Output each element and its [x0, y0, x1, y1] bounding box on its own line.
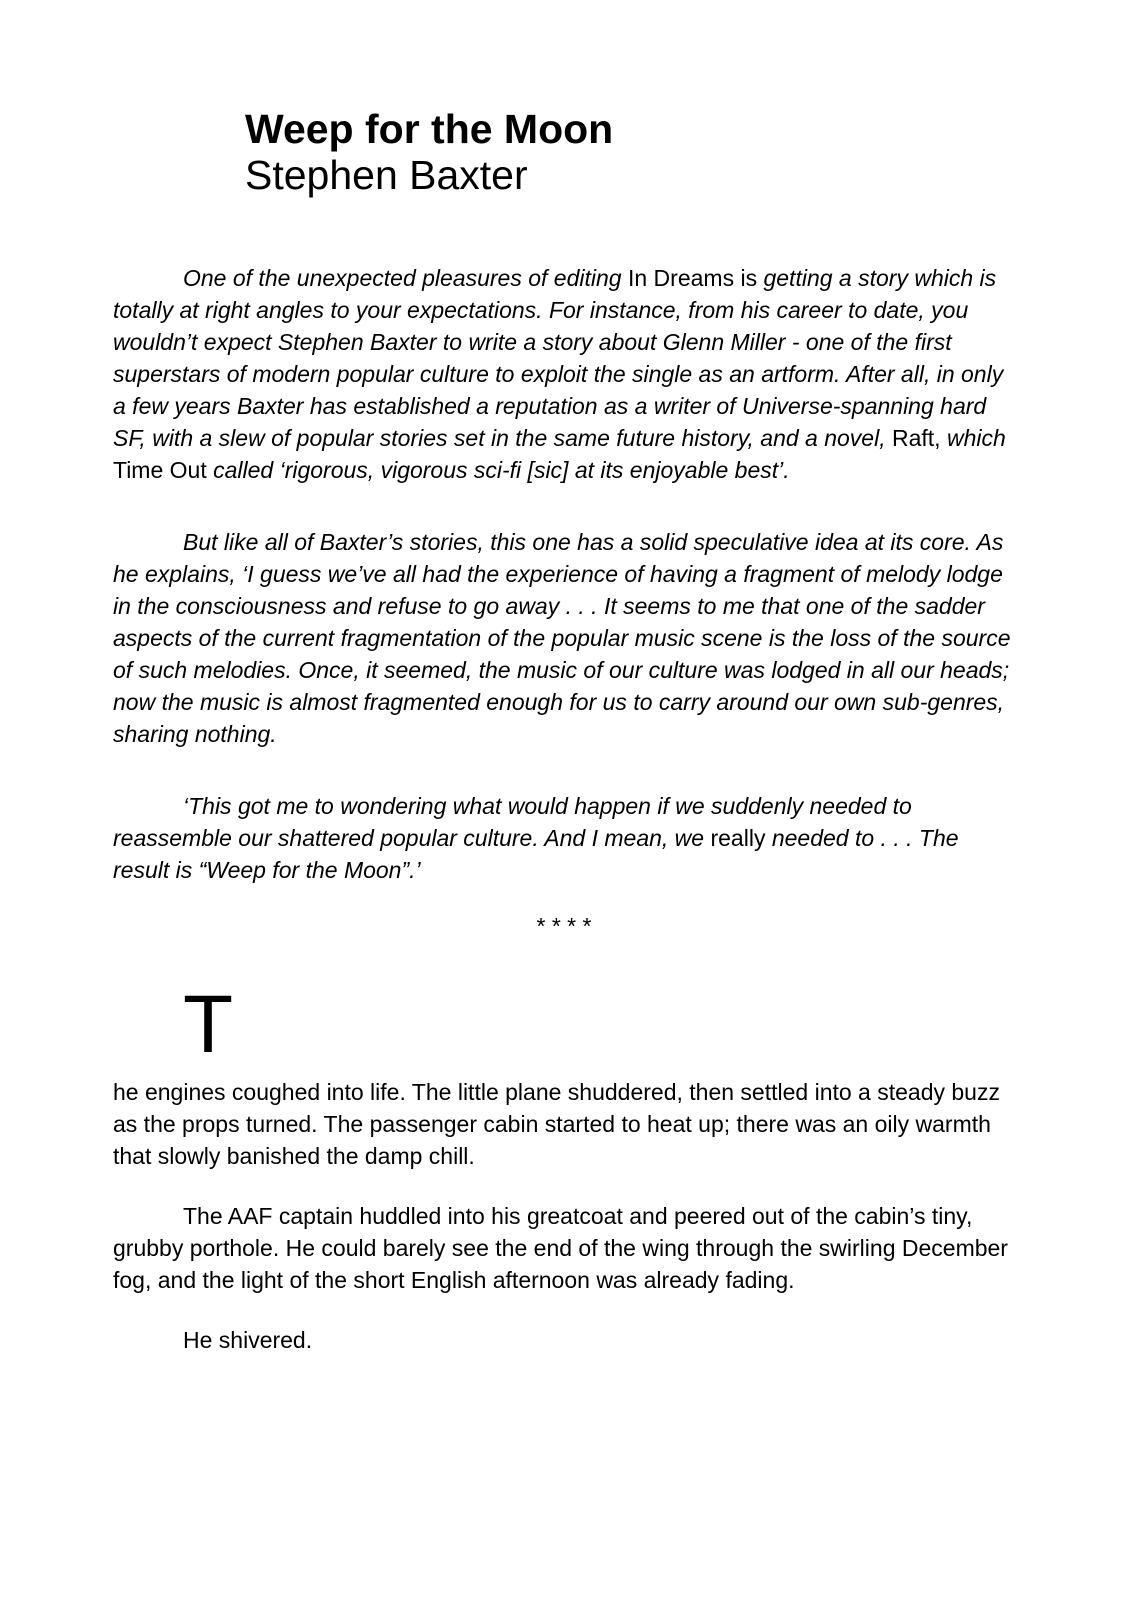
story-paragraph-3: He shivered.	[183, 1327, 313, 1353]
story-paragraph-2: The AAF captain huddled into his greatcoat and peered out of the cabin’s tiny, grubby porthole. He could barely see the end of the wing through the swirling December fog, and the light of the short English afternoon was already fading.	[113, 1203, 1008, 1293]
story-body	[113, 1076, 1015, 1356]
section-separator: * * * *	[536, 913, 592, 939]
story-author: Stephen Baxter	[245, 152, 528, 198]
editorial-introduction	[113, 262, 1015, 886]
drop-cap: T	[183, 979, 234, 1070]
title-block	[245, 106, 1015, 198]
story-paragraph-1: he engines coughed into life. The little plane shuddered, then settled into a steady buzz as the props turned. The passenger cabin started to heat up; there was an oily warmth that slowly banished the damp chill.	[113, 1079, 1000, 1169]
story-title: Weep for the Moon	[245, 106, 614, 152]
intro-paragraph-2: But like all of Baxter’s stories, this one has a solid speculative idea at its core. As he explains, ‘I guess we’ve all had the experience of having a fragment of melody lodge in the consciousness and refuse to go away . . . It seems to me that one of the sadder aspects of the current fragmentation of the popular music scene is the loss of the source of such melodies. Once, it seemed, the music of our culture was lodged in all our heads; now the music is almost fragmented enough for us to carry around our own sub-genres, sharing nothing.	[113, 529, 1011, 747]
intro-paragraph-1: One of the unexpected pleasures of editing In Dreams is getting a story which is totally at right angles to your expectations. For instance, from his career to date, you wouldn’t expect Stephen Baxter to write a story about Glenn Miller - one of the first superstars of modern popular culture to exploit the single as an artform. After all, in only a few years Baxter has established a reputation as a writer of Universe-spanning hard SF, with a slew of popular stories set in the same future history, and a novel, Raft, which Time Out called ‘rigorous, vigorous sci-fi [sic] at its enjoyable best’.	[113, 265, 1006, 483]
intro-paragraph-3: ‘This got me to wondering what would happen if we suddenly needed to reassemble our shattered popular culture. And I mean, we really needed to . . . The result is “Weep for the Moon”.’	[113, 793, 959, 883]
page-content	[0, 106, 1130, 1356]
